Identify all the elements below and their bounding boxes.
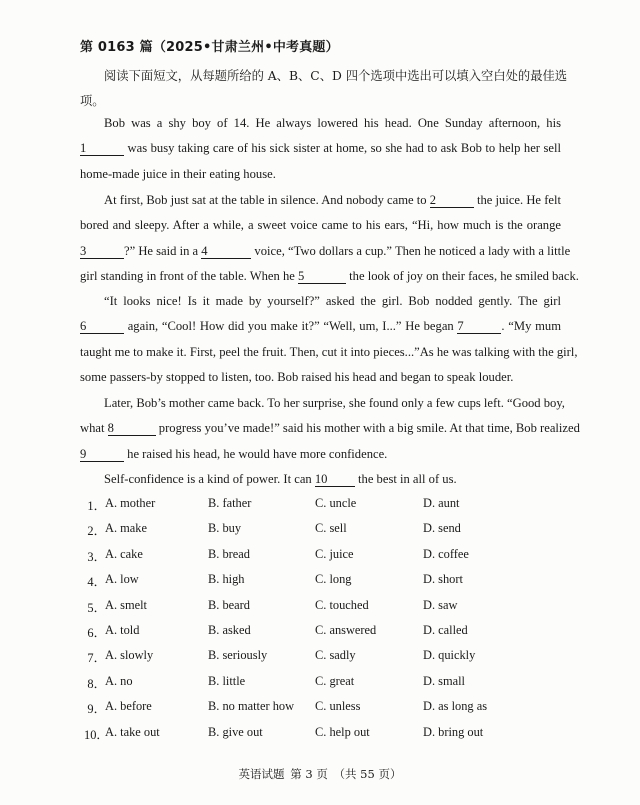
option-a: A. mother xyxy=(105,496,156,510)
blank-1: 1 xyxy=(80,141,124,156)
passage-text: what xyxy=(80,421,108,436)
option-b: B. bread xyxy=(208,546,250,561)
question-number: 6． xyxy=(87,626,106,640)
option-d: D. bring out xyxy=(423,724,484,739)
option-d: D. coffee xyxy=(423,546,469,561)
instructions-line: 项。 xyxy=(80,93,105,108)
passage-line: home-made juice in their eating house. xyxy=(80,166,276,181)
passage-line: “It looks nice! Is it made by yourself?” asked the girl. Bob nodded gently. The girl xyxy=(104,294,561,308)
option-d: D. small xyxy=(423,673,465,688)
question-number: 8． xyxy=(87,676,106,691)
question-number: 2． xyxy=(87,524,106,539)
passage-paragraph-5 xyxy=(80,467,561,492)
option-a: A. smelt xyxy=(105,597,147,612)
option-a: A. slowly xyxy=(105,648,154,663)
option-b: B. beard xyxy=(208,597,250,612)
option-a: A. take out xyxy=(105,724,160,739)
option-a: A. no xyxy=(105,673,133,688)
passage-line xyxy=(80,136,561,161)
blank-4: 4 xyxy=(201,244,251,259)
passage-text: . “My mum xyxy=(501,319,561,334)
option-d: D. called xyxy=(423,623,468,637)
passage-text: progress you’ve made!” said his mother with a big smile. At that time, Bob realized xyxy=(155,421,580,436)
passage-line xyxy=(80,264,579,289)
option-b: B. asked xyxy=(208,623,251,637)
question-number: 7． xyxy=(87,651,106,666)
option-a: A. make xyxy=(105,521,147,536)
page-footer xyxy=(0,766,640,782)
instructions xyxy=(80,64,568,113)
passage-text: was busy taking care of his sick sister at home, so she had to ask Bob to help her sell xyxy=(124,141,561,156)
option-c: C. help out xyxy=(315,724,370,739)
passage-line: taught me to make it. First, peel the fruit. Then, cut it into pieces...”As he was talking with the girl, xyxy=(80,344,578,359)
passage-line xyxy=(80,467,561,492)
option-b: B. no matter how xyxy=(208,699,295,714)
question-number: 10． xyxy=(84,727,109,742)
option-d: D. short xyxy=(423,572,463,587)
option-d: D. aunt xyxy=(423,496,460,510)
passage-line xyxy=(80,416,580,441)
blank-5: 5 xyxy=(298,269,346,284)
passage-paragraph-2 xyxy=(80,188,579,289)
passage-paragraph-4 xyxy=(80,391,580,467)
blank-10: 10 xyxy=(315,472,355,487)
option-d: D. saw xyxy=(423,597,458,612)
footer-subject: 英语试题 xyxy=(238,767,285,781)
option-b: B. high xyxy=(208,572,245,587)
passage-text: voice, “Two dollars a cup.” Then he noticed a lady with a little xyxy=(251,243,571,258)
option-b: B. give out xyxy=(208,724,263,739)
passage-line xyxy=(80,314,561,339)
option-c: C. sell xyxy=(315,521,347,536)
passage-text: he raised his head, he would have more confidence. xyxy=(124,446,388,461)
option-c: C. juice xyxy=(315,546,354,561)
passage-text: ?” He said in a xyxy=(124,243,202,258)
option-c: C. unless xyxy=(315,699,361,714)
page-title: 第 0163 篇（2025•甘肃兰州•中考真题） xyxy=(80,40,339,55)
option-c: C. great xyxy=(315,673,355,688)
question-number: 1． xyxy=(87,499,106,513)
passage-line xyxy=(80,442,561,467)
option-a: A. told xyxy=(105,623,140,637)
option-a: A. before xyxy=(105,699,152,714)
blank-8: 8 xyxy=(108,421,156,436)
blank-9: 9 xyxy=(80,447,124,462)
option-c: C. answered xyxy=(315,623,377,637)
passage-text: Self-confidence is a kind of power. It can xyxy=(104,472,315,486)
footer-page-number: 第 3 页 xyxy=(290,767,328,781)
passage-line: some passers-by stopped to listen, too. Bob raised his head and began to speak louder. xyxy=(80,369,514,384)
option-c: C. long xyxy=(315,572,352,587)
passage-text: the look of joy on their faces, he smiled back. xyxy=(346,268,579,283)
passage-paragraph-1 xyxy=(80,111,561,187)
passage-line: Later, Bob’s mother came back. To her surprise, she found only a few cups left. “Good boy, xyxy=(104,396,565,410)
option-c: C. uncle xyxy=(315,496,357,510)
option-c: C. touched xyxy=(315,597,369,612)
question-number: 5． xyxy=(87,600,106,615)
footer-total-pages: （共 55 页） xyxy=(333,767,402,781)
option-a: A. low xyxy=(105,572,139,587)
option-b: B. father xyxy=(208,496,252,510)
passage-text: the juice. He felt xyxy=(473,193,561,207)
option-b: B. buy xyxy=(208,521,242,536)
passage-line: Bob was a shy boy of 14. He always lowered his head. One Sunday afternoon, his xyxy=(104,116,561,130)
option-a: A. cake xyxy=(105,546,143,561)
passage-text: again, “Cool! How did you make it?” “Well, um, I...” He began xyxy=(124,319,458,334)
question-number: 9． xyxy=(87,702,106,717)
passage-text: the best in all of us. xyxy=(354,472,457,486)
option-d: D. send xyxy=(423,521,461,536)
passage-text: girl standing in front of the table. When he xyxy=(80,268,299,283)
instructions-line: 阅读下面短文，从每题所给的 A、B、C、D 四个选项中选出可以填入空白处的最佳选 xyxy=(104,69,568,83)
option-b: B. little xyxy=(208,673,246,688)
blank-3: 3 xyxy=(80,244,124,259)
blank-2: 2 xyxy=(430,193,474,208)
option-d: D. as long as xyxy=(423,699,488,714)
passage-line: bored and sleepy. After a while, a sweet voice came to his ears, “Hi, how much is the orange xyxy=(80,218,561,233)
passage-line xyxy=(80,239,571,264)
passage-text: At first, Bob just sat at the table in silence. And nobody came to xyxy=(104,193,430,207)
question-number: 4． xyxy=(87,575,106,590)
option-b: B. seriously xyxy=(208,648,268,663)
option-d: D. quickly xyxy=(423,648,476,663)
passage-line xyxy=(80,188,561,213)
passage-paragraph-3 xyxy=(80,289,578,390)
question-number: 3． xyxy=(87,549,106,564)
option-c: C. sadly xyxy=(315,648,356,663)
blank-6: 6 xyxy=(80,319,124,334)
blank-7: 7 xyxy=(457,319,501,334)
